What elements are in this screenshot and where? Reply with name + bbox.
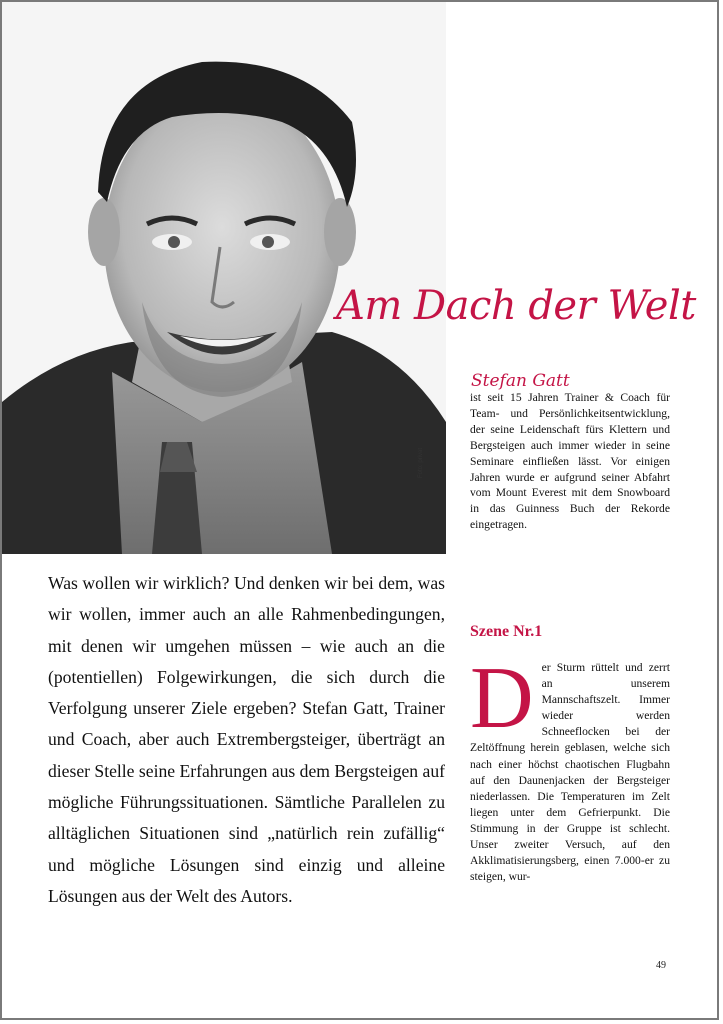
scene-heading: Szene Nr.1 [470,623,543,640]
author-bio: ist seit 15 Jahren Trainer & Coach für Team- und Persönlichkeitsentwicklung, der seine Leidenschaft fürs Klettern und Bergsteigen auch immer wieder in seine Seminare einfließen lässt. Vor einigen Jahren wurde er aufgrund seiner Abfahrt vom Mount Everest mit dem Snowboard in das Guinness Buch der Rekorde eingetragen. [470,391,670,532]
photo-credit: Foto: privat [418,447,424,478]
intro-paragraph: Was wollen wir wirklich? Und denken wir bei dem, was wir wollen, immer auch an alle Rahmenbedingungen, mit denen wir umgehen müssen – wie auch an die (potentiellen) Folgewirkungen, die sich durch die Verfolgung unserer Ziele ergeben? Stefan Gatt, Trainer und Coach, aber auch Extrembergsteiger, überträgt an dieser Stelle seine Erfahrungen aus dem Bergsteigen auf mögliche Führungssituationen. Sämtliche Parallelen zu alltäglichen Situationen sind „natürlich rein zufällig“ und mögliche Lösungen sind einzig und alleine Lösungen aus der Welt des Autors. [48,573,445,906]
drop-cap: D [470,650,534,747]
scene-body: er Sturm rüttelt und zerrt an unserem Mannschaftszelt. Immer wieder werden Schneeflocken bei der Zeltöffnung herein geblasen, welche sich nach einer höchst chaotischen Flugbahn auf den Daunenjacken der Bergsteiger niederlassen. Die Temperaturen im Zelt liegen unter dem Gefrierpunkt. Die Stimmung in der Gruppe ist schlecht. Unser zweiter Versuch, auf den Akklimatisierungsberg, einen 7.000-er zu steigen, wur- [470,661,670,884]
headline: Am Dach der Welt [336,283,696,329]
scene-text [470,650,670,885]
author-name: Stefan Gatt [471,371,570,391]
portrait-photo [2,2,446,554]
page-number: 49 [656,960,666,971]
